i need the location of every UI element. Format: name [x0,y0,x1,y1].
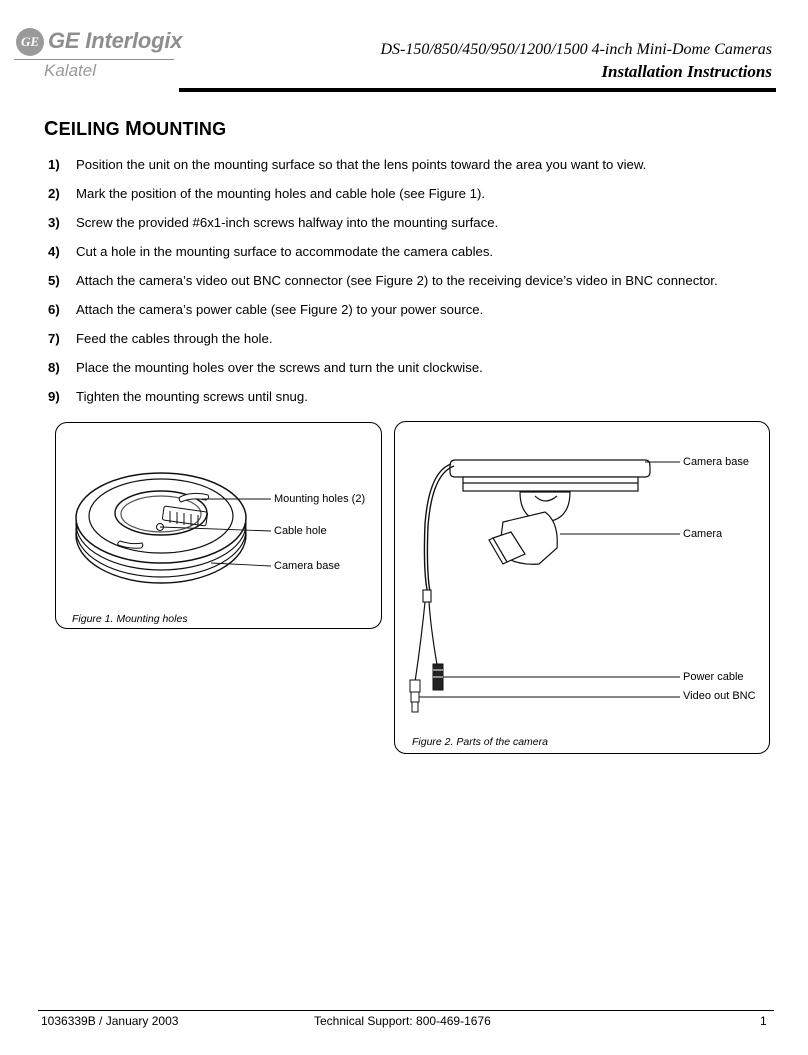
callout-mounting-holes: Mounting holes (2) [274,493,366,505]
step-text: Position the unit on the mounting surface so that the lens points toward the area you want to view. [76,157,647,172]
step-item [48,295,788,324]
step-text: Place the mounting holes over the screws and turn the unit clockwise. [76,360,483,375]
ge-logo-icon: GE [16,28,44,56]
figure-1-caption: Figure 1. Mounting holes [72,613,188,625]
step-text: Attach the camera’s power cable (see Figure 2) to your power source. [76,302,484,317]
camera-parts-illustration [395,422,769,753]
callout-camera: Camera [683,528,723,540]
figure-2-caption: Figure 2. Parts of the camera [412,736,548,748]
section-title [44,118,226,141]
camera-base-illustration [56,423,381,628]
step-number: 5) [48,273,60,288]
callout-cable-hole: Cable hole [274,525,327,537]
step-number: 1) [48,157,60,172]
footer-doc-number: 1036339B / January 2003 [41,1014,179,1028]
step-item [48,324,788,353]
step-number: 3) [48,215,60,230]
callout-camera-base: Camera base [683,456,750,468]
installation-steps [48,150,788,411]
ge-interlogix-logo [14,26,183,84]
title-initial-c: C [44,118,59,140]
step-number: 6) [48,302,60,317]
step-text: Screw the provided #6x1-inch screws halfway into the mounting surface. [76,215,499,230]
callout-power-cable: Power cable [683,671,744,683]
step-text: Feed the cables through the hole. [76,331,273,346]
step-item [48,266,788,295]
step-number: 8) [48,360,60,375]
document-title: DS-150/850/450/950/1200/1500 4-inch Mini-Dome Cameras [380,41,772,58]
step-text: Tighten the mounting screws until snug. [76,389,308,404]
title-rest-ounting: OUNTING [141,119,227,139]
callout-camera-base: Camera base [274,560,341,572]
step-number: 7) [48,331,60,346]
step-number: 9) [48,389,60,404]
title-rest-eiling: EILING [58,119,120,139]
document-subtitle: Installation Instructions [601,62,772,81]
step-number: 2) [48,186,60,201]
logo-divider [14,59,174,60]
title-initial-m: M [125,118,142,140]
footer-page-number: 1 [760,1014,767,1028]
figure-2-camera-parts [394,421,770,754]
step-item [48,179,788,208]
brand-name: GE Interlogix [48,28,183,53]
step-item [48,208,788,237]
figure-1-mounting-holes [55,422,382,629]
step-item [48,353,788,382]
step-item [48,382,788,411]
step-text: Mark the position of the mounting holes and cable hole (see Figure 1). [76,186,486,201]
step-item [48,150,788,179]
sub-brand: Kalatel [44,61,96,80]
step-item [48,237,788,266]
step-text: Attach the camera’s video out BNC connector (see Figure 2) to the receiving device’s video in BNC connector. [76,273,718,288]
callout-video-out-bnc: Video out BNC [683,690,756,702]
header-divider [179,88,776,92]
footer-divider [38,1010,774,1011]
footer-technical-support: Technical Support: 800-469-1676 [314,1014,491,1028]
step-number: 4) [48,244,60,259]
step-text: Cut a hole in the mounting surface to accommodate the camera cables. [76,244,494,259]
